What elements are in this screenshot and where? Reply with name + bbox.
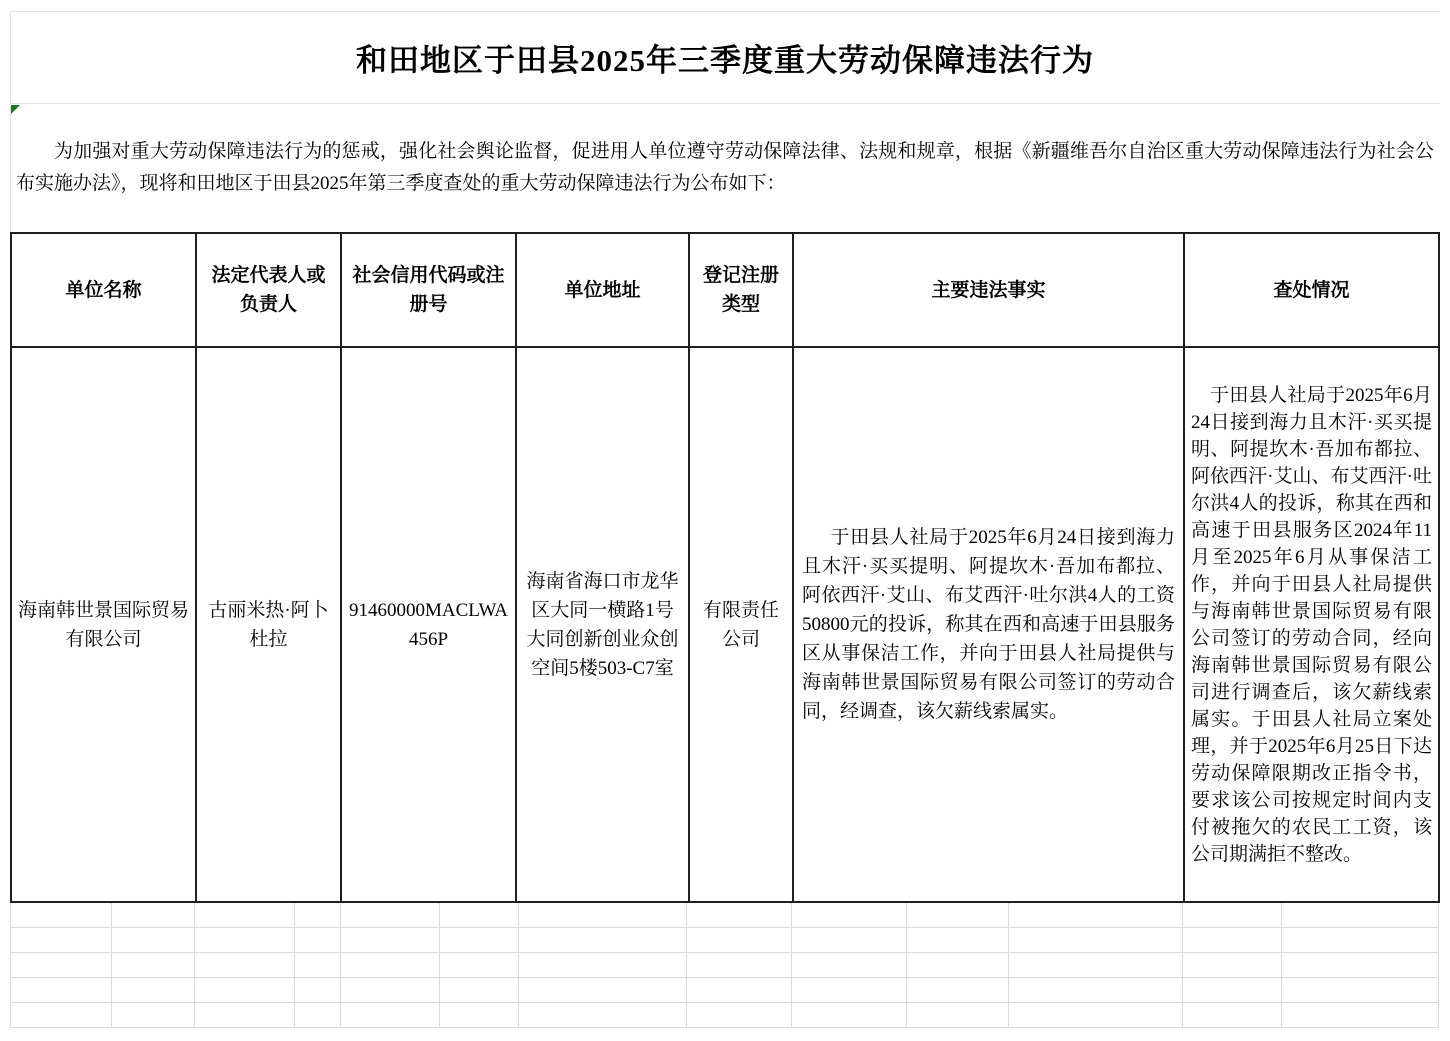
empty-cell[interactable] bbox=[1282, 978, 1439, 1003]
empty-cell[interactable] bbox=[195, 953, 295, 978]
empty-cell[interactable] bbox=[295, 928, 341, 953]
cell-legal-representative[interactable]: 古丽米热·阿卜杜拉 bbox=[197, 348, 342, 901]
header-legal-representative[interactable]: 法定代表人或负责人 bbox=[197, 234, 342, 348]
empty-cell[interactable] bbox=[295, 953, 341, 978]
document-title-cell[interactable] bbox=[10, 11, 1440, 103]
empty-cell[interactable] bbox=[687, 1003, 792, 1028]
empty-cell[interactable] bbox=[341, 978, 440, 1003]
empty-cell[interactable] bbox=[341, 1003, 440, 1028]
empty-cell[interactable] bbox=[295, 978, 341, 1003]
empty-cell[interactable] bbox=[1282, 953, 1439, 978]
empty-cell[interactable] bbox=[792, 978, 907, 1003]
header-investigation-status[interactable]: 查处情况 bbox=[1185, 234, 1438, 348]
empty-cell[interactable] bbox=[687, 978, 792, 1003]
empty-cell[interactable] bbox=[112, 1003, 195, 1028]
empty-cell[interactable] bbox=[195, 928, 295, 953]
empty-cell[interactable] bbox=[1282, 1003, 1439, 1028]
empty-cell[interactable] bbox=[195, 978, 295, 1003]
empty-cell[interactable] bbox=[440, 953, 519, 978]
empty-cell[interactable] bbox=[792, 953, 907, 978]
intro-paragraph-text: 为加强对重大劳动保障违法行为的惩戒，强化社会舆论监督，促进用人单位遵守劳动保障法律、法规和规章，根据《新疆维吾尔自治区重大劳动保障违法行为社会公布实施办法》，现将和田地区于田县2025年第三季度查处的重大劳动保障违法行为公布如下： bbox=[16, 140, 1434, 194]
empty-cell[interactable] bbox=[687, 928, 792, 953]
header-registration-type[interactable]: 登记注册类型 bbox=[690, 234, 794, 348]
empty-cell[interactable] bbox=[1009, 1003, 1183, 1028]
intro-paragraph-cell[interactable] bbox=[10, 103, 1440, 232]
header-company-address[interactable]: 单位地址 bbox=[517, 234, 690, 348]
empty-cell[interactable] bbox=[112, 903, 195, 928]
empty-cell[interactable] bbox=[519, 978, 687, 1003]
document-title: 和田地区于田县2025年三季度重大劳动保障违法行为 bbox=[356, 42, 1094, 78]
empty-cell[interactable] bbox=[11, 978, 112, 1003]
empty-cell[interactable] bbox=[1183, 978, 1282, 1003]
empty-cell[interactable] bbox=[440, 978, 519, 1003]
empty-cell[interactable] bbox=[907, 1003, 1009, 1028]
cell-company-name[interactable]: 海南韩世景国际贸易有限公司 bbox=[12, 348, 197, 901]
empty-cell[interactable] bbox=[11, 1003, 112, 1028]
empty-cell[interactable] bbox=[195, 903, 295, 928]
empty-cell[interactable] bbox=[519, 953, 687, 978]
empty-cell[interactable] bbox=[440, 903, 519, 928]
empty-cell[interactable] bbox=[519, 928, 687, 953]
empty-cell[interactable] bbox=[440, 1003, 519, 1028]
empty-cell[interactable] bbox=[112, 978, 195, 1003]
cell-investigation-status[interactable]: 于田县人社局于2025年6月24日接到海力且木汗·买买提明、阿提坎木·吾加布都拉、阿依西汗·艾山、布艾西汗·吐尔洪4人的投诉，称其在西和高速于田县服务区2024年11月至2025年6月从事保洁工作，并向于田县人社局提供与海南韩世景国际贸易有限公司签订的劳动合同，经向海南韩世景国际贸易有限公司进行调查后，该欠薪线索属实。于田县人社局立案处理，并于2025年6月25日下达劳动保障限期改正指令书，要求该公司按规定时间内支付被拖欠的农民工工资，该公司期满拒不整改。 bbox=[1191, 384, 1432, 865]
empty-cell[interactable] bbox=[907, 978, 1009, 1003]
header-main-violation-facts[interactable]: 主要违法事实 bbox=[794, 234, 1185, 348]
empty-cell[interactable] bbox=[907, 953, 1009, 978]
empty-cell[interactable] bbox=[519, 903, 687, 928]
cell-error-indicator-icon bbox=[11, 105, 20, 114]
empty-cell[interactable] bbox=[295, 903, 341, 928]
empty-cell[interactable] bbox=[341, 953, 440, 978]
empty-cell[interactable] bbox=[1183, 1003, 1282, 1028]
empty-cell[interactable] bbox=[1183, 903, 1282, 928]
cell-registration-type[interactable]: 有限责任公司 bbox=[690, 348, 794, 901]
empty-cell[interactable] bbox=[1009, 903, 1183, 928]
empty-cell[interactable] bbox=[519, 1003, 687, 1028]
empty-cell[interactable] bbox=[1009, 928, 1183, 953]
empty-cell[interactable] bbox=[112, 928, 195, 953]
empty-cell[interactable] bbox=[112, 953, 195, 978]
empty-cell[interactable] bbox=[1183, 928, 1282, 953]
empty-cell[interactable] bbox=[195, 1003, 295, 1028]
violations-table bbox=[10, 232, 1440, 903]
cell-company-address[interactable]: 海南省海口市龙华区大同一横路1号大同创新创业众创空间5楼503-C7室 bbox=[517, 348, 690, 901]
empty-cell[interactable] bbox=[907, 903, 1009, 928]
empty-cell[interactable] bbox=[341, 903, 440, 928]
cell-credit-code[interactable]: 91460000MACLWA456P bbox=[342, 348, 517, 901]
header-company-name[interactable]: 单位名称 bbox=[12, 234, 197, 348]
empty-grid bbox=[10, 903, 1439, 1028]
empty-cell[interactable] bbox=[341, 928, 440, 953]
empty-cell[interactable] bbox=[11, 953, 112, 978]
empty-cell[interactable] bbox=[907, 928, 1009, 953]
empty-cell[interactable] bbox=[1282, 928, 1439, 953]
empty-cell[interactable] bbox=[792, 903, 907, 928]
empty-cell[interactable] bbox=[687, 903, 792, 928]
cell-main-violation-facts[interactable]: 于田县人社局于2025年6月24日接到海力且木汗·买买提明、阿提坎木·吾加布都拉、阿依西汗·艾山、布艾西汗·吐尔洪4人的工资50800元的投诉，称其在西和高速于田县服务区从事保洁工作，并向于田县人社局提供与海南韩世景国际贸易有限公司签订的劳动合同，经调查，该欠薪线索属实。 bbox=[794, 348, 1185, 901]
empty-cell[interactable] bbox=[295, 1003, 341, 1028]
empty-cell[interactable] bbox=[11, 928, 112, 953]
empty-cell[interactable] bbox=[1009, 953, 1183, 978]
empty-cell[interactable] bbox=[792, 928, 907, 953]
empty-cell[interactable] bbox=[1009, 978, 1183, 1003]
empty-cell[interactable] bbox=[792, 1003, 907, 1028]
empty-cell[interactable] bbox=[1183, 953, 1282, 978]
empty-cell[interactable] bbox=[440, 928, 519, 953]
empty-cell[interactable] bbox=[1282, 903, 1439, 928]
empty-cell[interactable] bbox=[11, 903, 112, 928]
empty-cell[interactable] bbox=[687, 953, 792, 978]
header-credit-code[interactable]: 社会信用代码或注册号 bbox=[342, 234, 517, 348]
